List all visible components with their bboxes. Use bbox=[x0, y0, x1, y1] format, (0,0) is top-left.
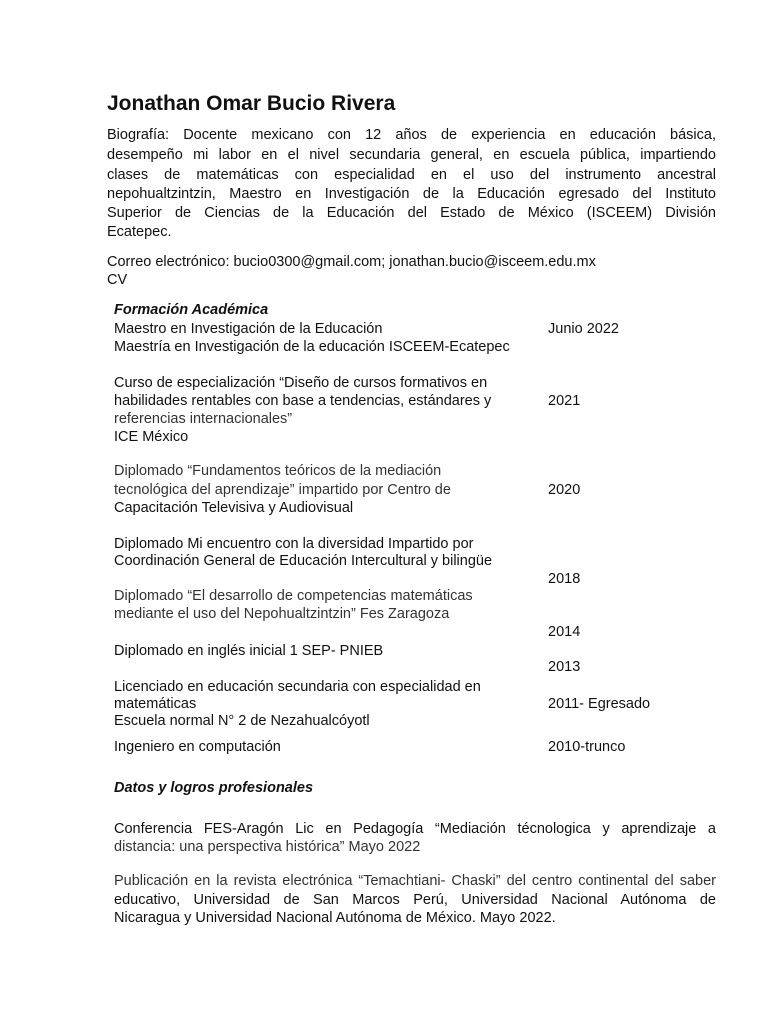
achievement-line: distancia: una perspectiva histórica” Mayo 2022 bbox=[114, 839, 421, 855]
entry-line: Escuela normal N° 2 de Nezahualcóyotl bbox=[114, 713, 370, 729]
bio-line: clases de matemáticas con especialidad en el uso del instrumento ancestral bbox=[107, 167, 716, 183]
entry-date: 2011- Egresado bbox=[548, 696, 651, 712]
entry-line: Maestría en Investigación de la educación ISCEEM-Ecatepec bbox=[114, 339, 510, 355]
contact-email: Correo electrónico: bucio0300@gmail.com; jonathan.bucio@isceem.edu.mx bbox=[107, 254, 596, 270]
entry-line: Diplomado “Fundamentos teóricos de la mediación bbox=[114, 463, 442, 479]
education-heading: Formación Académica bbox=[114, 302, 269, 318]
bio-line: Ecatepec. bbox=[107, 224, 172, 240]
entry-line: habilidades rentables con base a tendencias, estándares y bbox=[114, 393, 492, 409]
entry-line: matemáticas bbox=[114, 696, 197, 712]
entry-date: 2018 bbox=[548, 571, 581, 587]
document-title: Jonathan Omar Bucio Rivera bbox=[107, 92, 396, 115]
entry-line: Diplomado en inglés inicial 1 SEP- PNIEB bbox=[114, 643, 384, 659]
achievements-heading: Datos y logros profesionales bbox=[114, 780, 314, 796]
entry-date: 2014 bbox=[548, 624, 581, 640]
entry-date: 2013 bbox=[548, 659, 581, 675]
entry-line: Diplomado Mi encuentro con la diversidad Impartido por bbox=[114, 536, 474, 552]
entry-line: Curso de especialización “Diseño de cursos formativos en bbox=[114, 375, 488, 391]
entry-date: 2020 bbox=[548, 482, 581, 498]
entry-line: mediante el uso del Nepohualtzintzin” Fes Zaragoza bbox=[114, 606, 450, 622]
cv-label: CV bbox=[107, 272, 128, 288]
entry-date: 2021 bbox=[548, 393, 581, 409]
entry-line: Diplomado “El desarrollo de competencias matemáticas bbox=[114, 588, 473, 604]
bio-line: Superior de Ciencias de la Educación del Estado de México (ISCEEM) División bbox=[107, 205, 716, 221]
achievement-line: Publicación en la revista electrónica “Temachtiani- Chaski” del centro continental del saber bbox=[114, 873, 716, 889]
entry-line: ICE México bbox=[114, 429, 189, 445]
entry-line: tecnológica del aprendizaje” impartido por Centro de bbox=[114, 482, 451, 498]
entry-line: Maestro en Investigación de la Educación bbox=[114, 321, 383, 337]
entry-line: referencias internacionales” bbox=[114, 411, 293, 427]
achievement-line: educativo, Universidad de San Marcos Perú, Universidad Nacional Autónoma de bbox=[114, 892, 716, 908]
entry-line: Ingeniero en computación bbox=[114, 739, 281, 755]
entry-date: 2010-trunco bbox=[548, 739, 626, 755]
bio-line: Biografía: Docente mexicano con 12 años de experiencia en educación básica, bbox=[107, 127, 716, 143]
entry-line: Capacitación Televisiva y Audiovisual bbox=[114, 500, 354, 516]
bio-line: nepohualtzintzin, Maestro en Investigación de la Educación egresado del Instituto bbox=[107, 186, 716, 202]
entry-line: Licenciado en educación secundaria con especialidad en bbox=[114, 679, 481, 695]
achievement-line: Nicaragua y Universidad Nacional Autónoma de México. Mayo 2022. bbox=[114, 910, 556, 926]
entry-date: Junio 2022 bbox=[548, 321, 619, 337]
bio-line: desempeño mi labor en el nivel secundaria general, en escuela pública, impartiendo bbox=[107, 147, 716, 163]
entry-line: Coordinación General de Educación Intercultural y bilingüe bbox=[114, 553, 493, 569]
achievement-line: Conferencia FES-Aragón Lic en Pedagogía “Mediación técnologica y aprendizaje a bbox=[114, 821, 716, 837]
